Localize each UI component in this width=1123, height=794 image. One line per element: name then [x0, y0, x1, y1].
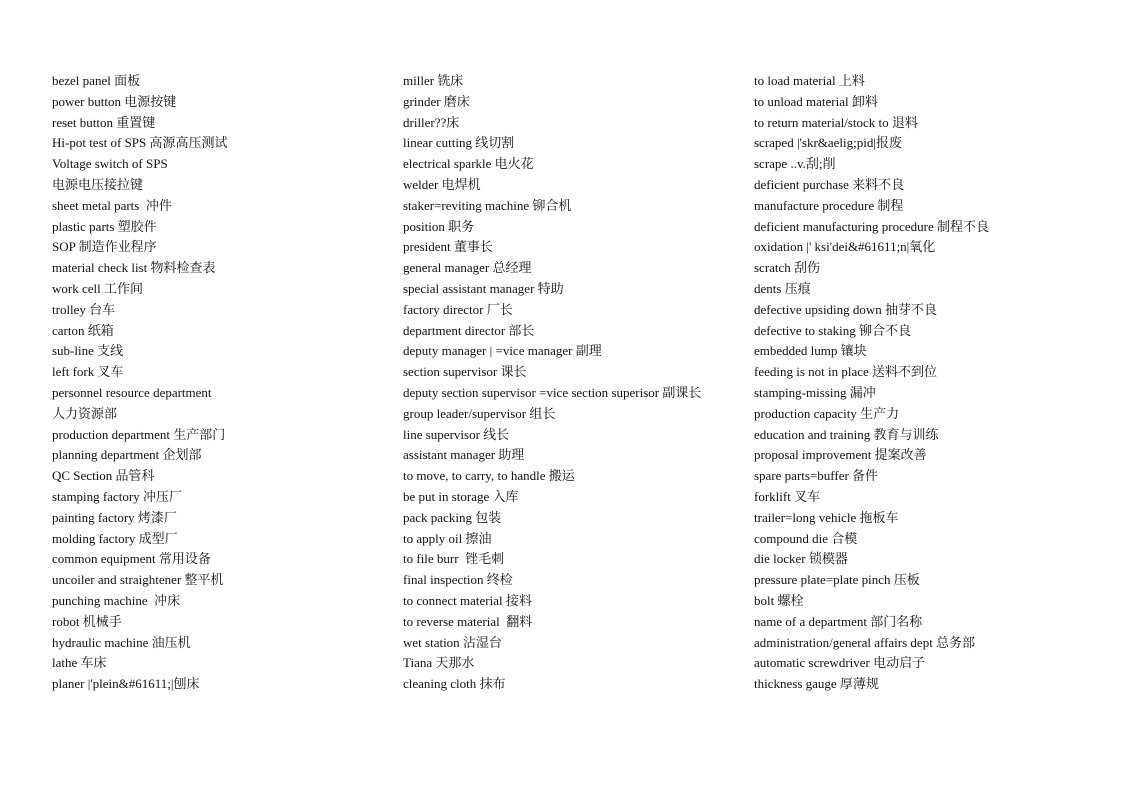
glossary-entry: molding factory 成型厂 — [52, 530, 178, 546]
glossary-entry: left fork 叉车 — [52, 364, 124, 380]
glossary-entry: grinder 磨床 — [403, 93, 470, 109]
glossary-entry: position 职务 — [403, 218, 475, 234]
glossary-entry: section supervisor 课长 — [403, 364, 527, 380]
glossary-entry: spare parts=buffer 备件 — [754, 468, 879, 484]
glossary-entry: factory director 厂长 — [403, 301, 513, 317]
glossary-entry: oxidation |' ksi'dei&#61611;n|氧化 — [754, 239, 936, 255]
glossary-entry: assistant manager 助理 — [403, 447, 525, 463]
glossary-entry: proposal improvement 提案改善 — [754, 447, 927, 463]
glossary-entry: department director 部长 — [403, 322, 535, 338]
glossary-entry: wet station 沾湿台 — [403, 634, 502, 650]
glossary-entry: stamping-missing 漏冲 — [754, 384, 876, 400]
glossary-entry: president 董事长 — [403, 239, 493, 255]
glossary-entry: sub-line 支线 — [52, 343, 124, 359]
glossary-entry: trolley 台车 — [52, 301, 116, 317]
glossary-entry: miller 铣床 — [403, 73, 464, 88]
glossary-entry: automatic screwdriver 电动启子 — [754, 655, 926, 671]
glossary-column-1 — [52, 71, 397, 695]
glossary-entry: line supervisor 线长 — [403, 426, 510, 442]
glossary-column-2 — [403, 71, 748, 695]
glossary-entry: staker=reviting machine 铆合机 — [403, 197, 572, 213]
glossary-entry: to unload material 卸料 — [754, 93, 878, 109]
glossary-entry: welder 电焊机 — [403, 176, 481, 192]
glossary-entry: driller??床 — [403, 114, 460, 130]
glossary-entry: name of a department 部门名称 — [754, 613, 923, 629]
glossary-entry: Voltage switch of SPS — [52, 156, 168, 172]
glossary-entry: forklift 叉车 — [754, 488, 821, 504]
glossary-entry: deputy manager | =vice manager 副理 — [403, 343, 602, 359]
glossary-entry: linear cutting 线切割 — [403, 135, 515, 151]
glossary-entry: cleaning cloth 抹布 — [403, 676, 506, 692]
glossary-entry: planning department 企划部 — [52, 447, 202, 463]
glossary-entry: scratch 刮伤 — [754, 260, 821, 276]
glossary-entry: defective to staking 铆合不良 — [754, 322, 912, 338]
glossary-entry: painting factory 烤漆厂 — [52, 509, 177, 525]
glossary-entry: material check list 物料检查表 — [52, 260, 216, 276]
glossary-entry: hydraulic machine 油压机 — [52, 634, 191, 650]
glossary-entry: production department 生产部门 — [52, 426, 226, 442]
glossary-entry: pressure plate=plate pinch 压板 — [754, 572, 920, 588]
glossary-entry: 人力资源部 — [52, 405, 118, 421]
glossary-entry: deficient purchase 来料不良 — [754, 176, 905, 192]
glossary-entry: lathe 车床 — [52, 655, 107, 671]
glossary-entry: dents 压痕 — [754, 280, 811, 296]
glossary-entry: final inspection 终检 — [403, 572, 513, 588]
glossary-entry: Tiana 天那水 — [403, 655, 475, 671]
glossary-entry: work cell 工作间 — [52, 280, 143, 296]
glossary-column-3 — [754, 71, 1114, 695]
glossary-entry: deputy section supervisor =vice section superisor 副课长 — [403, 384, 702, 400]
glossary-entry: to apply oil 擦油 — [403, 530, 492, 546]
glossary-entry: personnel resource department — [52, 384, 212, 400]
glossary-entry: robot 机械手 — [52, 613, 122, 629]
glossary-entry: trailer=long vehicle 拖板车 — [754, 509, 899, 525]
glossary-entry: defective upsiding down 抽芽不良 — [754, 301, 938, 317]
glossary-entry: common equipment 常用设备 — [52, 551, 211, 567]
glossary-entry: SOP 制造作业程序 — [52, 239, 157, 255]
glossary-entry: special assistant manager 特助 — [403, 280, 564, 296]
glossary-entry: punching machine 冲床 — [52, 592, 181, 608]
glossary-entry: carton 纸箱 — [52, 322, 114, 338]
glossary-entry: compound die 合模 — [754, 530, 858, 546]
glossary-entry: to load material 上料 — [754, 73, 865, 88]
glossary-entry: to connect material 接料 — [403, 592, 532, 608]
glossary-entry: group leader/supervisor 组长 — [403, 405, 556, 421]
glossary-entry: QC Section 品管科 — [52, 468, 155, 484]
glossary-entry: manufacture procedure 制程 — [754, 197, 904, 213]
glossary-entry: power button 电源按键 — [52, 93, 177, 109]
glossary-entry: production capacity 生产力 — [754, 405, 900, 421]
glossary-entry: scraped |'skr&aelig;pid|报废 — [754, 135, 902, 151]
glossary-entry: electrical sparkle 电火花 — [403, 156, 534, 172]
glossary-entry: sheet metal parts 冲件 — [52, 197, 172, 213]
glossary-entry: education and training 教育与训练 — [754, 426, 939, 442]
glossary-entry: plastic parts 塑胶件 — [52, 218, 157, 234]
glossary-entry: planer |'plein&#61611;|刨床 — [52, 676, 200, 692]
glossary-entry: to return material/stock to 退料 — [754, 114, 918, 130]
glossary-entry: Hi-pot test of SPS 高源高压测试 — [52, 135, 228, 151]
glossary-entry: uncoiler and straightener 整平机 — [52, 572, 224, 588]
glossary-entry: pack packing 包装 — [403, 509, 502, 525]
glossary-entry: to file burr 锉毛刺 — [403, 551, 505, 567]
glossary-entry: administration/general affairs dept 总务部 — [754, 634, 976, 650]
glossary-entry: to move, to carry, to handle 搬运 — [403, 468, 575, 484]
glossary-entry: to reverse material 翻料 — [403, 613, 533, 629]
glossary-entry: stamping factory 冲压厂 — [52, 488, 182, 504]
glossary-entry: thickness gauge 厚薄规 — [754, 676, 879, 692]
glossary-entry: die locker 锁模器 — [754, 551, 848, 567]
glossary-entry: bolt 螺栓 — [754, 592, 804, 608]
glossary-entry: be put in storage 入库 — [403, 488, 519, 504]
glossary-entry: reset button 重置键 — [52, 114, 156, 130]
glossary-entry: deficient manufacturing procedure 制程不良 — [754, 218, 989, 234]
glossary-entry: general manager 总经理 — [403, 260, 532, 276]
glossary-entry: bezel panel 面板 — [52, 73, 141, 88]
glossary-entry: embedded lump 镶块 — [754, 343, 867, 359]
glossary-entry: feeding is not in place 送料不到位 — [754, 364, 938, 380]
glossary-entry: 电源电压接拉键 — [52, 176, 144, 192]
glossary-entry: scrape ..v.刮;削 — [754, 156, 836, 172]
